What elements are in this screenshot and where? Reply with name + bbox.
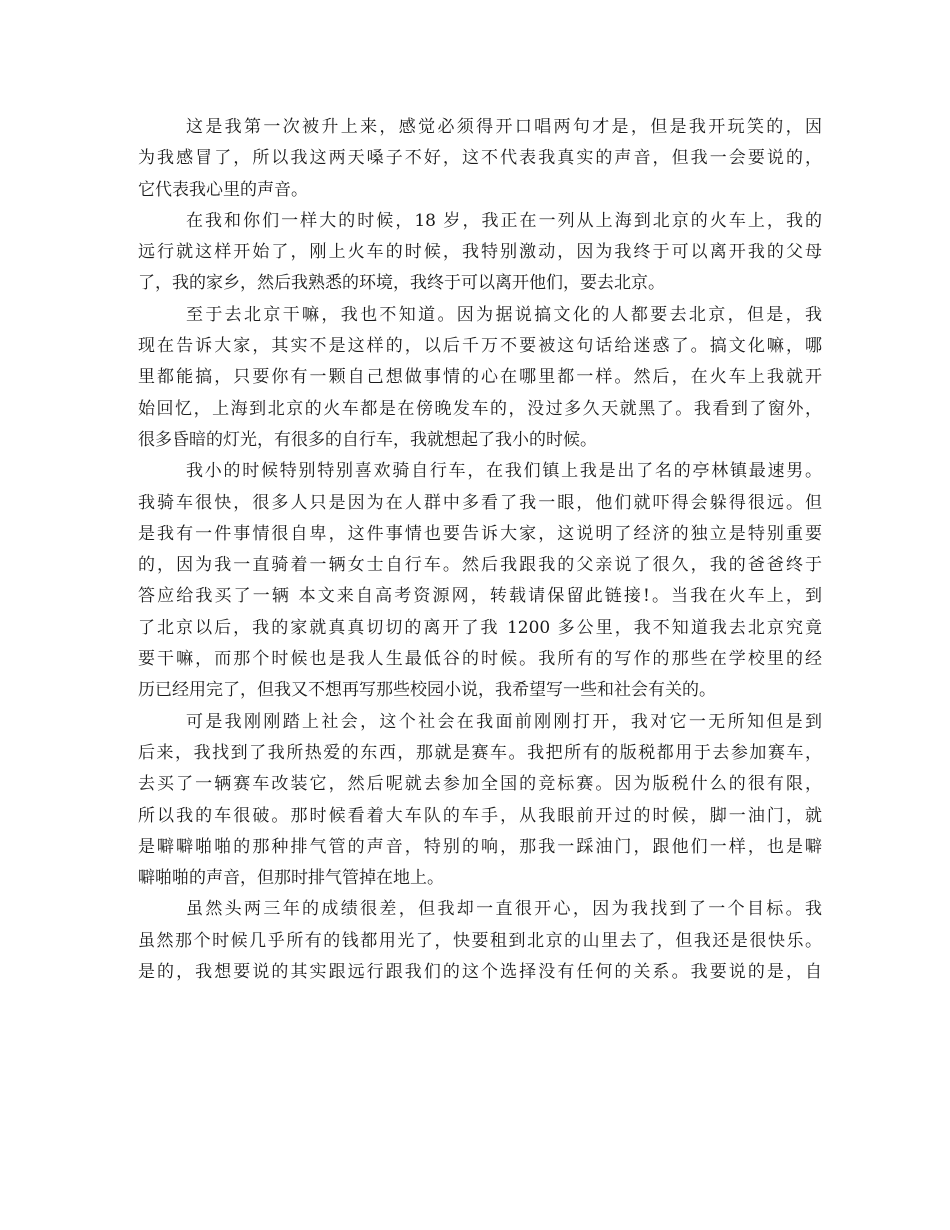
text-line: 很多昏暗的灯光，有很多的自行车，我就想起了我小的时候。	[138, 429, 597, 450]
text-line: 我骑车很快，很多人只是因为在人群中多看了我一眼，他们就吓得会躲得很远。但	[138, 492, 822, 513]
text-line: 我小的时候特别特别喜欢骑自行车，在我们镇上我是出了名的亭林镇最速男。	[186, 461, 822, 482]
text-line: 里都能搞，只要你有一颗自己想做事情的心在哪里都一样。然后，在火车上我就开	[138, 367, 822, 388]
text-line: 远行就这样开始了，刚上火车的时候，我特别激动，因为我终于可以离开我的父母	[138, 242, 822, 263]
text-line: 是噼噼啪啪的那种排气管的声音，特别的响，那我一踩油门，跟他们一样，也是噼	[138, 836, 822, 857]
text-line: 噼啪啪的声音，但那时排气管掉在地上。	[138, 868, 444, 889]
text-line: 至于去北京干嘛，我也不知道。因为据说搞文化的人都要去北京，但是，我	[186, 304, 822, 325]
text-line: 现在告诉大家，其实不是这样的，以后千万不要被这句话给迷惑了。搞文化嘛，哪	[138, 336, 822, 357]
text-line: 可是我刚刚踏上社会，这个社会在我面前刚刚打开，我对它一无所知但是到	[186, 711, 822, 732]
paragraph-4	[138, 456, 822, 706]
text-line: 去买了一辆赛车改装它，然后呢就去参加全国的竞标赛。因为版税什么的很有限，	[138, 774, 822, 795]
text-line: 始回忆，上海到北京的火车都是在傍晚发车的，没过多久天就黑了。我看到了窗外，	[138, 398, 822, 419]
text-line: 了北京以后，我的家就真真切切的离开了我 1200 多公里，我不知道我去北京究竟	[138, 617, 822, 638]
text-line: 在我和你们一样大的时候，18 岁，我正在一列从上海到北京的火车上，我的	[186, 210, 822, 231]
text-line: 了，我的家乡，然后我熟悉的环境，我终于可以离开他们，要去北京。	[138, 273, 665, 294]
text-line: 答应给我买了一辆 本文来自高考资源网，转载请保留此链接!。当我在火车上，到	[138, 586, 822, 607]
text-line: 要干嘛，而那个时候也是我人生最低谷的时候。我所有的写作的那些在学校里的经	[138, 649, 822, 670]
text-line: 所以我的车很破。那时候看着大车队的车手，从我眼前开过的时候，脚一油门，就	[138, 805, 822, 826]
text-line: 是的，我想要说的其实跟远行跟我们的这个选择没有任何的关系。我要说的是，自	[138, 962, 822, 983]
text-line: 虽然头两三年的成绩很差，但我却一直很开心，因为我找到了一个目标。我	[186, 899, 822, 920]
paragraph-1	[138, 112, 822, 206]
text-line: 的，因为我一直骑着一辆女士自行车。然后我跟我的父亲说了很久，我的爸爸终于	[138, 555, 822, 576]
paragraph-3	[138, 300, 822, 456]
paragraph-5	[138, 707, 822, 895]
text-line: 它代表我心里的声音。	[138, 179, 308, 200]
paragraph-6	[138, 894, 822, 988]
paragraph-2	[138, 206, 822, 300]
text-line: 是我有一件事情很自卑，这件事情也要告诉大家，这说明了经济的独立是特别重要	[138, 523, 822, 544]
text-line: 这是我第一次被升上来，感觉必须得开口唱两句才是，但是我开玩笑的，因	[186, 117, 822, 137]
text-line: 为我感冒了，所以我这两天嗓子不好，这不代表我真实的声音，但我一会要说的，	[138, 148, 822, 169]
text-line: 虽然那个时候几乎所有的钱都用光了，快要租到北京的山里去了，但我还是很快乐。	[138, 930, 822, 951]
text-line: 后来，我找到了我所热爱的东西，那就是赛车。我把所有的版税都用于去参加赛车，	[138, 742, 822, 763]
document-body	[138, 112, 822, 988]
text-line: 历已经用完了，但我又不想再写那些校园小说，我希望写一些和社会有关的。	[138, 680, 716, 701]
